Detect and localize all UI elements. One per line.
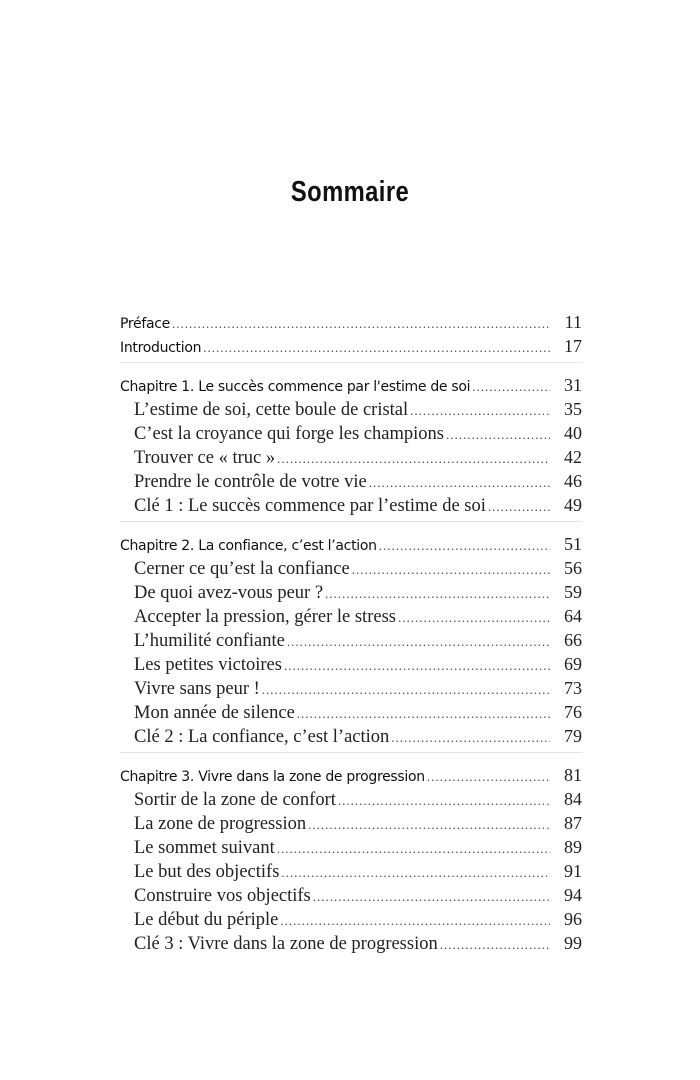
toc-entry-label: De quoi avez-vous peur ? <box>134 583 324 603</box>
toc-chapter-entry[interactable] <box>120 373 582 397</box>
toc-entry-label: Trouver ce « truc » <box>134 448 276 468</box>
toc-section-entry[interactable] <box>120 580 582 604</box>
dot-leader <box>281 861 550 885</box>
toc-entry-label: Construire vos objectifs <box>134 886 311 906</box>
toc-entry-label: Accepter la pression, gérer le stress <box>134 607 396 627</box>
dot-leader <box>440 933 550 957</box>
toc-entry-label: Prendre le contrôle de votre vie <box>134 472 367 492</box>
toc-page-number: 17 <box>564 336 582 356</box>
toc-page-number: 99 <box>564 933 582 953</box>
toc-page-number: 81 <box>564 765 582 785</box>
dot-leader <box>472 375 550 399</box>
toc-section-entry[interactable] <box>120 835 582 859</box>
dot-leader <box>446 423 550 447</box>
toc-page-number: 46 <box>564 471 582 491</box>
dot-leader <box>391 726 550 750</box>
toc-page-number: 40 <box>564 423 582 443</box>
toc-section-entry[interactable] <box>120 445 582 469</box>
toc-entry-label: Clé 3 : Vivre dans la zone de progression <box>134 934 438 954</box>
toc-section-entry[interactable] <box>120 931 582 955</box>
toc-entry-label: Le but des objectifs <box>134 862 280 882</box>
toc-entry-label: Clé 1 : Le succès commence par l’estime de soi <box>134 496 486 516</box>
toc-section-entry[interactable] <box>120 604 582 628</box>
toc-section-entry[interactable] <box>120 397 582 421</box>
toc-section-entry[interactable] <box>120 652 582 676</box>
dot-leader <box>284 654 550 678</box>
toc-page-number: 35 <box>564 399 582 419</box>
dot-leader <box>203 336 550 360</box>
dot-leader <box>379 534 550 558</box>
toc-section-entry[interactable] <box>120 907 582 931</box>
toc-entry-label: Mon année de silence <box>134 703 295 723</box>
dot-leader <box>313 885 550 909</box>
toc-section-entry[interactable] <box>120 421 582 445</box>
toc-page-number: 89 <box>564 837 582 857</box>
dot-leader <box>308 813 550 837</box>
toc-page-number: 11 <box>564 312 582 332</box>
toc-entry-label: L’estime de soi, cette boule de cristal <box>134 400 409 420</box>
toc-entry-label: Introduction <box>120 340 202 356</box>
toc-page-number: 31 <box>564 375 582 395</box>
toc-page-number: 59 <box>564 582 582 602</box>
toc-section <box>120 763 582 959</box>
toc-entry-label: Chapitre 2. La confiance, c’est l’action <box>120 538 377 554</box>
toc-chapter-entry[interactable] <box>120 310 582 334</box>
toc-page-number: 91 <box>564 861 582 881</box>
table-of-contents <box>120 310 582 969</box>
toc-entry-label: Cerner ce qu’est la confiance <box>134 559 350 579</box>
toc-section-entry[interactable] <box>120 469 582 493</box>
dot-leader <box>325 582 550 606</box>
toc-section <box>120 532 582 753</box>
toc-entry-label: L’humilité confiante <box>134 631 285 651</box>
dot-leader <box>287 630 550 654</box>
toc-entry-label: Le début du périple <box>134 910 279 930</box>
toc-page-number: 69 <box>564 654 582 674</box>
toc-entry-label: La zone de progression <box>134 814 307 834</box>
dot-leader <box>369 471 550 495</box>
toc-page-number: 76 <box>564 702 582 722</box>
toc-section-entry[interactable] <box>120 556 582 580</box>
toc-entry-label: Clé 2 : La confiance, c’est l’action <box>134 727 390 747</box>
toc-page-number: 66 <box>564 630 582 650</box>
toc-section-entry[interactable] <box>120 700 582 724</box>
toc-chapter-entry[interactable] <box>120 532 582 556</box>
toc-page-number: 42 <box>564 447 582 467</box>
toc-page-number: 56 <box>564 558 582 578</box>
dot-leader <box>280 909 550 933</box>
dot-leader <box>427 765 550 789</box>
toc-section-entry[interactable] <box>120 859 582 883</box>
toc-page-number: 87 <box>564 813 582 833</box>
toc-section <box>120 373 582 522</box>
toc-section-entry[interactable] <box>120 724 582 748</box>
toc-page-number: 84 <box>564 789 582 809</box>
toc-section <box>120 310 582 363</box>
toc-page-number: 73 <box>564 678 582 698</box>
page-title: Sommaire <box>290 176 410 208</box>
dot-leader <box>262 678 550 702</box>
toc-page-number: 64 <box>564 606 582 626</box>
dot-leader <box>338 789 550 813</box>
toc-page-number: 96 <box>564 909 582 929</box>
dot-leader <box>488 495 550 519</box>
toc-section-entry[interactable] <box>120 628 582 652</box>
toc-entry-label: Les petites victoires <box>134 655 282 675</box>
toc-section-entry[interactable] <box>120 676 582 700</box>
dot-leader <box>277 447 550 471</box>
toc-section-entry[interactable] <box>120 811 582 835</box>
toc-entry-label: Préface <box>120 316 170 332</box>
toc-section-entry[interactable] <box>120 883 582 907</box>
toc-page-number: 94 <box>564 885 582 905</box>
toc-entry-label: C’est la croyance qui forge les champions <box>134 424 444 444</box>
toc-page-number: 51 <box>564 534 582 554</box>
dot-leader <box>172 312 550 336</box>
dot-leader <box>352 558 550 582</box>
dot-leader <box>410 399 550 423</box>
dot-leader <box>398 606 550 630</box>
toc-entry-label: Chapitre 1. Le succès commence par l'estime de soi <box>120 379 471 395</box>
dot-leader <box>277 837 550 861</box>
toc-page-number: 49 <box>564 495 582 515</box>
toc-entry-label: Chapitre 3. Vivre dans la zone de progression <box>120 769 425 785</box>
toc-section-entry[interactable] <box>120 493 582 517</box>
toc-entry-label: Sortir de la zone de confort <box>134 790 336 810</box>
toc-chapter-entry[interactable] <box>120 334 582 358</box>
toc-entry-label: Le sommet suivant <box>134 838 275 858</box>
dot-leader <box>297 702 550 726</box>
toc-chapter-entry[interactable] <box>120 763 582 787</box>
toc-entry-label: Vivre sans peur ! <box>134 679 260 699</box>
toc-page-number: 79 <box>564 726 582 746</box>
toc-section-entry[interactable] <box>120 787 582 811</box>
